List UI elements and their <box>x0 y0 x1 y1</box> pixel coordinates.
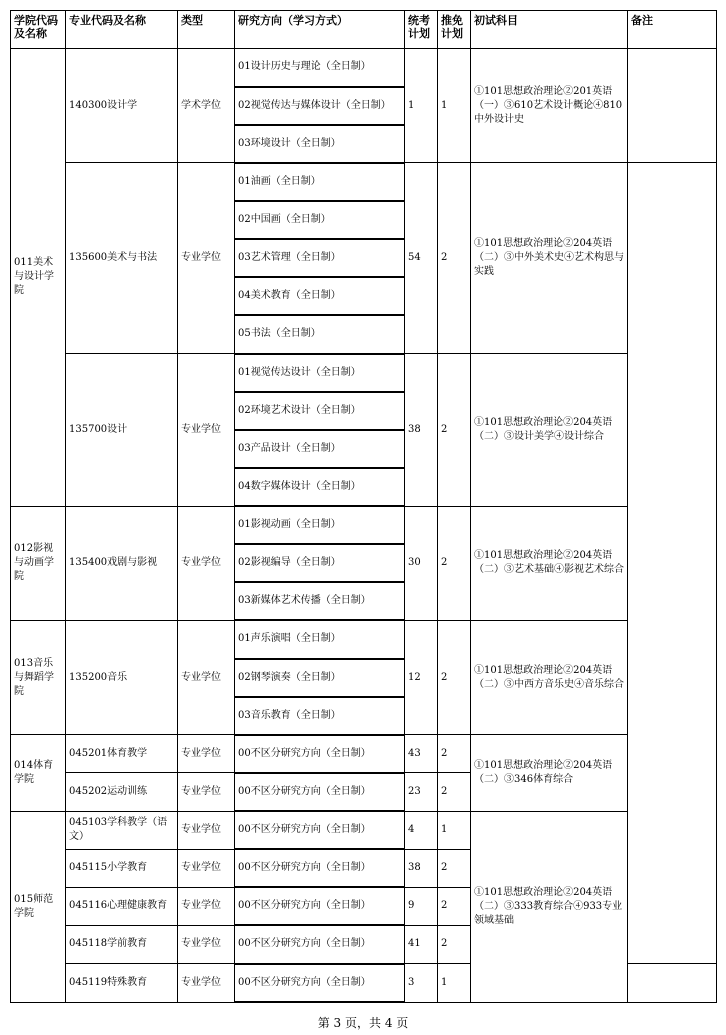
direction-cell: 03新媒体艺术传播（全日制） <box>235 582 405 620</box>
subjects-cell: ①101思想政治理论②204英语（二）③设计美学④设计综合 <box>471 354 628 507</box>
direction-cell: 00不区分研究方向（全日制） <box>235 925 405 963</box>
school-cell: 015师范学院 <box>11 811 66 1002</box>
type-cell: 专业学位 <box>178 620 235 734</box>
direction-cell: 02钢琴演奏（全日制） <box>235 659 405 697</box>
subjects-cell: ①101思想政治理论②204英语（二）③333教育综合④933专业领域基础 <box>471 811 628 1002</box>
major-cell: 045202运动训练 <box>66 773 178 811</box>
header-subjects: 初试科目 <box>471 11 628 49</box>
recommend-cell: 2 <box>438 354 471 507</box>
plan-cell: 9 <box>405 887 438 925</box>
header-plan: 统考计划 <box>405 11 438 49</box>
direction-cell: 01油画（全日制） <box>235 163 405 201</box>
recommend-cell: 2 <box>438 735 471 773</box>
direction-cell: 02环境艺术设计（全日制） <box>235 392 405 430</box>
direction-cell: 00不区分研究方向（全日制） <box>235 964 405 1003</box>
recommend-cell: 2 <box>438 773 471 811</box>
direction-cell: 01影视动画（全日制） <box>235 506 405 544</box>
table-row <box>11 620 717 658</box>
plan-cell: 30 <box>405 506 438 620</box>
recommend-cell: 2 <box>438 506 471 620</box>
recommend-cell: 1 <box>438 964 471 1003</box>
type-cell: 学术学位 <box>178 49 235 163</box>
type-cell: 专业学位 <box>178 354 235 507</box>
remarks-cell <box>628 163 717 964</box>
recommend-cell: 2 <box>438 887 471 925</box>
table-row <box>11 354 717 392</box>
type-cell: 专业学位 <box>178 849 235 887</box>
type-cell: 专业学位 <box>178 506 235 620</box>
school-cell: 013音乐与舞蹈学院 <box>11 620 66 734</box>
plan-cell: 54 <box>405 163 438 354</box>
type-cell: 专业学位 <box>178 163 235 354</box>
page-footer: 第 3 页，共 4 页 <box>317 1016 409 1030</box>
type-cell: 专业学位 <box>178 735 235 773</box>
table-row <box>11 735 717 773</box>
major-cell: 045116心理健康教育 <box>66 887 178 925</box>
recommend-cell: 2 <box>438 620 471 734</box>
enrollment-table <box>10 10 717 1003</box>
major-cell: 135600美术与书法 <box>66 163 178 354</box>
school-cell: 014体育学院 <box>11 735 66 811</box>
header-major: 专业代码及名称 <box>66 11 178 49</box>
table-row <box>11 811 717 849</box>
subjects-cell: ①101思想政治理论②204英语（二）③中外美术史④艺术构思与实践 <box>471 163 628 354</box>
direction-cell: 05书法（全日制） <box>235 315 405 353</box>
direction-cell: 04美术教育（全日制） <box>235 277 405 315</box>
type-cell: 专业学位 <box>178 964 235 1003</box>
direction-cell: 04数字媒体设计（全日制） <box>235 468 405 506</box>
direction-cell: 03环境设计（全日制） <box>235 125 405 163</box>
direction-cell: 01设计历史与理论（全日制） <box>235 49 405 87</box>
table-row <box>11 506 717 544</box>
direction-cell: 00不区分研究方向（全日制） <box>235 849 405 887</box>
major-cell: 135700设计 <box>66 354 178 507</box>
major-cell: 135200音乐 <box>66 620 178 734</box>
direction-cell: 02影视编导（全日制） <box>235 544 405 582</box>
header-type: 类型 <box>178 11 235 49</box>
major-cell: 140300设计学 <box>66 49 178 163</box>
subjects-cell: ①101思想政治理论②204英语（二）③中西方音乐史④音乐综合 <box>471 620 628 734</box>
direction-cell: 00不区分研究方向（全日制） <box>235 887 405 925</box>
table-row <box>11 163 717 201</box>
type-cell: 专业学位 <box>178 811 235 849</box>
major-cell: 045115小学教育 <box>66 849 178 887</box>
subjects-cell: ①101思想政治理论②204英语（二）③艺术基础④影视艺术综合 <box>471 506 628 620</box>
major-cell: 045103学科教学（语文） <box>66 811 178 849</box>
plan-cell: 41 <box>405 925 438 963</box>
direction-cell: 00不区分研究方向（全日制） <box>235 811 405 849</box>
header-recommend: 推免计划 <box>438 11 471 49</box>
type-cell: 专业学位 <box>178 887 235 925</box>
plan-cell: 38 <box>405 849 438 887</box>
school-cell: 011美术与设计学院 <box>11 49 66 507</box>
recommend-cell: 2 <box>438 925 471 963</box>
major-cell: 045201体育教学 <box>66 735 178 773</box>
plan-cell: 23 <box>405 773 438 811</box>
plan-cell: 43 <box>405 735 438 773</box>
recommend-cell: 1 <box>438 811 471 849</box>
major-cell: 045118学前教育 <box>66 925 178 963</box>
major-cell: 135400戏剧与影视 <box>66 506 178 620</box>
direction-cell: 03产品设计（全日制） <box>235 430 405 468</box>
recommend-cell: 1 <box>438 49 471 163</box>
direction-cell: 03音乐教育（全日制） <box>235 697 405 735</box>
direction-cell: 02中国画（全日制） <box>235 201 405 239</box>
remarks-cell <box>628 49 717 163</box>
plan-cell: 4 <box>405 811 438 849</box>
direction-cell: 02视觉传达与媒体设计（全日制） <box>235 87 405 125</box>
direction-cell: 01视觉传达设计（全日制） <box>235 354 405 392</box>
school-cell: 012影视与动画学院 <box>11 506 66 620</box>
plan-cell: 1 <box>405 49 438 163</box>
recommend-cell: 2 <box>438 163 471 354</box>
plan-cell: 3 <box>405 964 438 1003</box>
direction-cell: 00不区分研究方向（全日制） <box>235 773 405 811</box>
table-row <box>11 49 717 87</box>
plan-cell: 38 <box>405 354 438 507</box>
direction-cell: 03艺术管理（全日制） <box>235 239 405 277</box>
direction-cell: 00不区分研究方向（全日制） <box>235 735 405 773</box>
subjects-cell: ①101思想政治理论②201英语（一）③610艺术设计概论④810中外设计史 <box>471 49 628 163</box>
header-school: 学院代码及名称 <box>11 11 66 49</box>
recommend-cell: 2 <box>438 849 471 887</box>
direction-cell: 01声乐演唱（全日制） <box>235 620 405 658</box>
type-cell: 专业学位 <box>178 925 235 963</box>
subjects-cell: ①101思想政治理论②204英语（二）③346体育综合 <box>471 735 628 811</box>
plan-cell: 12 <box>405 620 438 734</box>
major-cell: 045119特殊教育 <box>66 964 178 1003</box>
type-cell: 专业学位 <box>178 773 235 811</box>
remarks-cell <box>628 964 717 1003</box>
header-remarks: 备注 <box>628 11 717 49</box>
header-direction: 研究方向（学习方式） <box>235 11 405 49</box>
header-row <box>11 11 717 49</box>
